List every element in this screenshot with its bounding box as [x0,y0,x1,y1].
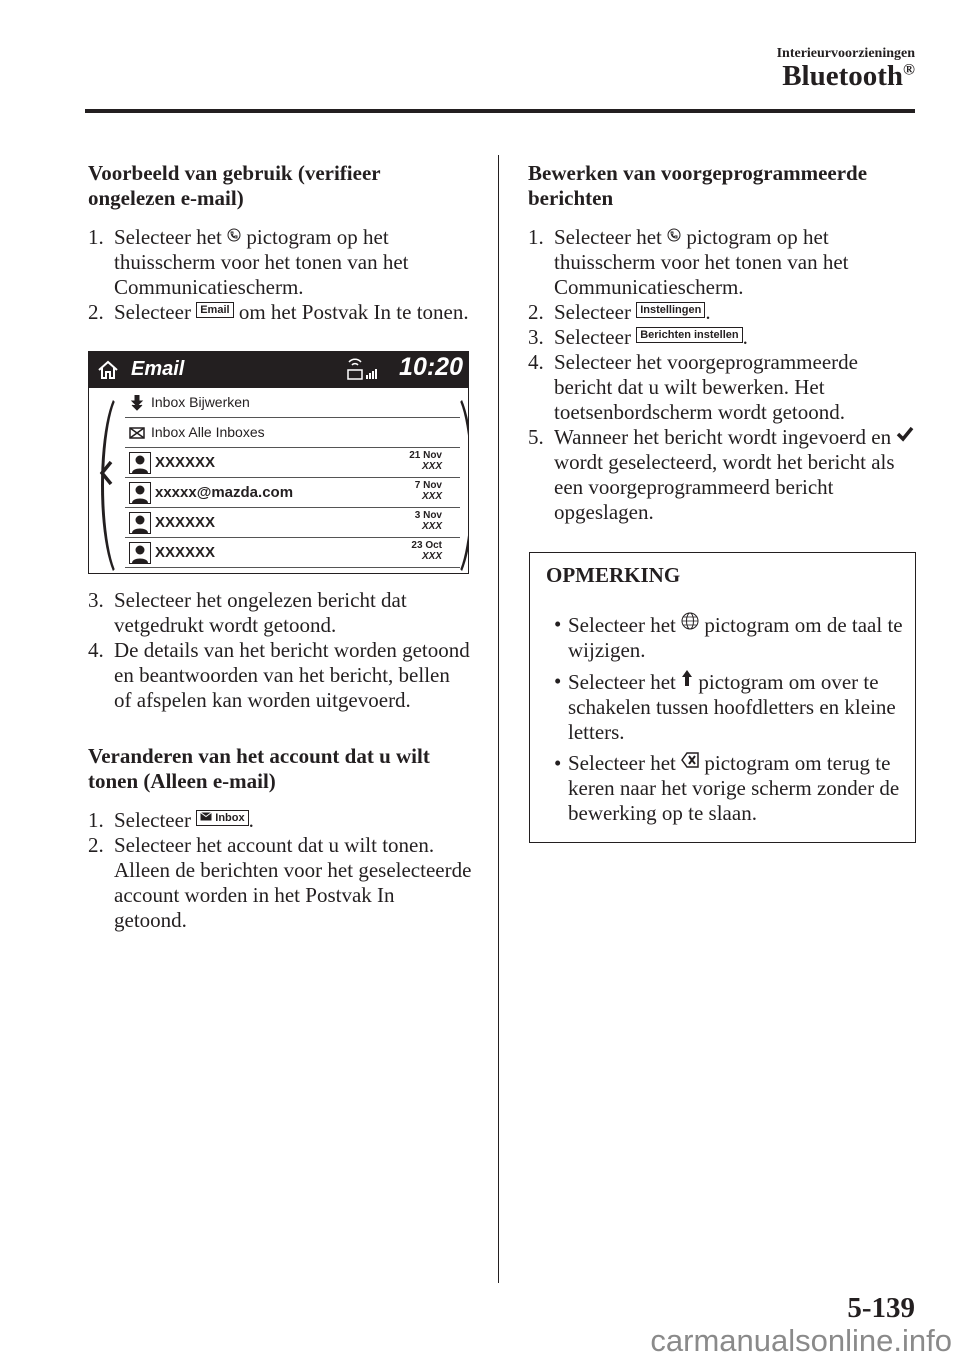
date: 21 Nov [409,450,442,461]
note-text: Selecteer het [568,613,676,637]
bullet: • [554,669,562,693]
step-number: 3. [528,325,544,349]
phone-icon [667,228,681,242]
delete-icon [681,752,699,768]
step-text: Selecteer het ongelezen bericht dat vetgedrukt wordt getoond. [114,588,407,637]
note-text: Selecteer het [568,751,676,775]
step-number: 2. [88,300,104,324]
bullet: • [554,612,562,636]
note-item [554,612,915,663]
section-title: Interieurvoorzieningen [776,46,915,61]
step-text: . [742,325,748,349]
time: XXX [421,461,442,472]
menu-update-inbox[interactable] [125,388,460,418]
email-button-label: Email [196,302,233,318]
step [88,225,472,300]
screen-title: Email [131,358,185,380]
sender: XXXXXX [155,454,216,471]
checkmark-icon [896,426,914,442]
registered-mark: ® [903,61,915,79]
steps-list [528,225,918,525]
screen-header [89,352,468,388]
message-date [409,450,442,472]
note-title: OPMERKING [546,563,681,587]
step-text: Selecteer [114,808,191,832]
step-number: 1. [88,225,104,249]
step-text: Wanneer het bericht wordt ingevoerd en [554,425,892,449]
message-date [411,540,442,562]
contact-icon [129,482,151,504]
time: XXX [421,551,442,562]
step-text: . [248,808,254,832]
sender: XXXXXX [155,544,216,561]
step-text: om het Postvak In te tonen. [238,300,469,324]
sender: xxxxx@mazda.com [155,484,294,501]
chapter-title-text: Bluetooth [782,60,904,92]
step [528,225,918,300]
step [88,300,472,325]
step-text: Selecteer [114,300,191,324]
contact-icon [129,452,151,474]
note-text: pictogram om de taal te wijzigen. [568,613,903,662]
page-number: 5-139 [847,1292,915,1324]
note-box [529,552,916,843]
step-text: Selecteer [554,325,631,349]
heading-example-usage: Voorbeeld van gebruik (verifieer ongelezen e-mail) [88,161,381,210]
step [528,300,918,325]
message-row[interactable] [125,448,460,478]
note-list [530,612,915,826]
header-rule [85,109,915,113]
steps-list [88,808,472,933]
steps-list [88,225,472,325]
date: 7 Nov [414,480,442,491]
menu-all-inboxes[interactable] [125,418,460,448]
note-item [554,751,915,826]
step-text: Selecteer het [114,225,222,249]
message-date [415,510,442,532]
contact-icon [129,542,151,564]
step-text: . [705,300,711,324]
step-number: 1. [528,225,544,249]
heading-change-account: Veranderen van het account dat u wilt tonen (Alleen e-mail) [88,744,430,793]
steps-list [88,588,472,713]
step-text: Selecteer [554,300,631,324]
left-column [88,161,472,933]
step-text: Selecteer het voorgeprogrammeerde bericht dat u wilt bewerken. Het toetsenbordscherm wordt getoond. [554,350,858,424]
heading-edit-messages: Bewerken van voorgeprogrammeerde berichten [528,161,868,210]
step [528,425,918,525]
column-divider [498,155,499,1283]
step-text: De details van het bericht worden getoond en beantwoorden van het bericht, bellen of afspelen kan worden uitgevoerd. [114,638,470,712]
bullet: • [554,751,562,775]
step-number: 5. [528,425,544,449]
date: 3 Nov [414,510,442,521]
menu-label: Inbox Alle Inboxes [151,424,265,440]
date: 23 Oct [411,540,442,551]
back-chevron-icon[interactable] [99,460,113,486]
globe-icon [681,612,699,630]
step-text: Selecteer het [554,225,662,249]
button-text: Inbox [215,812,245,824]
note-text: pictogram om terug te keren naar het vorige scherm zonder de bewerking op te slaan. [568,751,900,825]
step-text: wordt geselecteerd, wordt het bericht als een voorgeprogrammeerd bericht opgeslagen. [554,450,895,524]
menu-label: Inbox Bijwerken [151,394,250,410]
step-text: pictogram op het thuisscherm voor het tonen van het Communicatiescherm. [114,225,409,299]
time: XXX [421,521,442,532]
watermark: carmanualsonline.info [650,1323,952,1358]
status-icons [345,356,385,384]
step-number: 2. [88,833,104,857]
inbox-button-label [196,810,248,826]
step-number: 4. [528,350,544,374]
right-column [528,161,918,525]
sender: XXXXXX [155,514,216,531]
envelope-icon [200,812,212,821]
step [88,808,472,833]
shift-arrow-icon [681,669,693,687]
step [528,350,918,425]
message-settings-button-label: Berichten instellen [636,327,742,343]
download-arrow-icon [129,395,145,411]
clock: 10:20 [399,353,463,381]
message-list [125,388,460,573]
step-text: pictogram op het thuisscherm voor het tonen van het Communicatiescherm. [554,225,849,299]
phone-icon [227,228,241,242]
step-number: 3. [88,588,104,612]
step-number: 2. [528,300,544,324]
time: XXX [421,491,442,502]
message-date [415,480,442,502]
home-icon[interactable] [97,360,119,380]
settings-button-label: Instellingen [636,302,705,318]
step [88,588,472,638]
note-item [554,669,915,745]
chapter-title [782,60,915,93]
contact-icon [129,512,151,534]
step-number: 4. [88,638,104,662]
step [88,833,472,933]
step [88,638,472,713]
message-row[interactable] [125,478,460,508]
envelope-icon [129,427,145,439]
note-text: pictogram om over te schakelen tussen hoofdletters en kleine letters. [568,670,896,744]
note-text: Selecteer het [568,670,676,694]
step-number: 1. [88,808,104,832]
step [528,325,918,350]
message-row[interactable] [125,538,460,568]
email-screen [88,351,469,574]
step-text: Selecteer het account dat u wilt tonen. Alleen de berichten voor het geselecteerde account worden in het Postvak In getoond. [114,833,472,932]
message-row[interactable] [125,508,460,538]
